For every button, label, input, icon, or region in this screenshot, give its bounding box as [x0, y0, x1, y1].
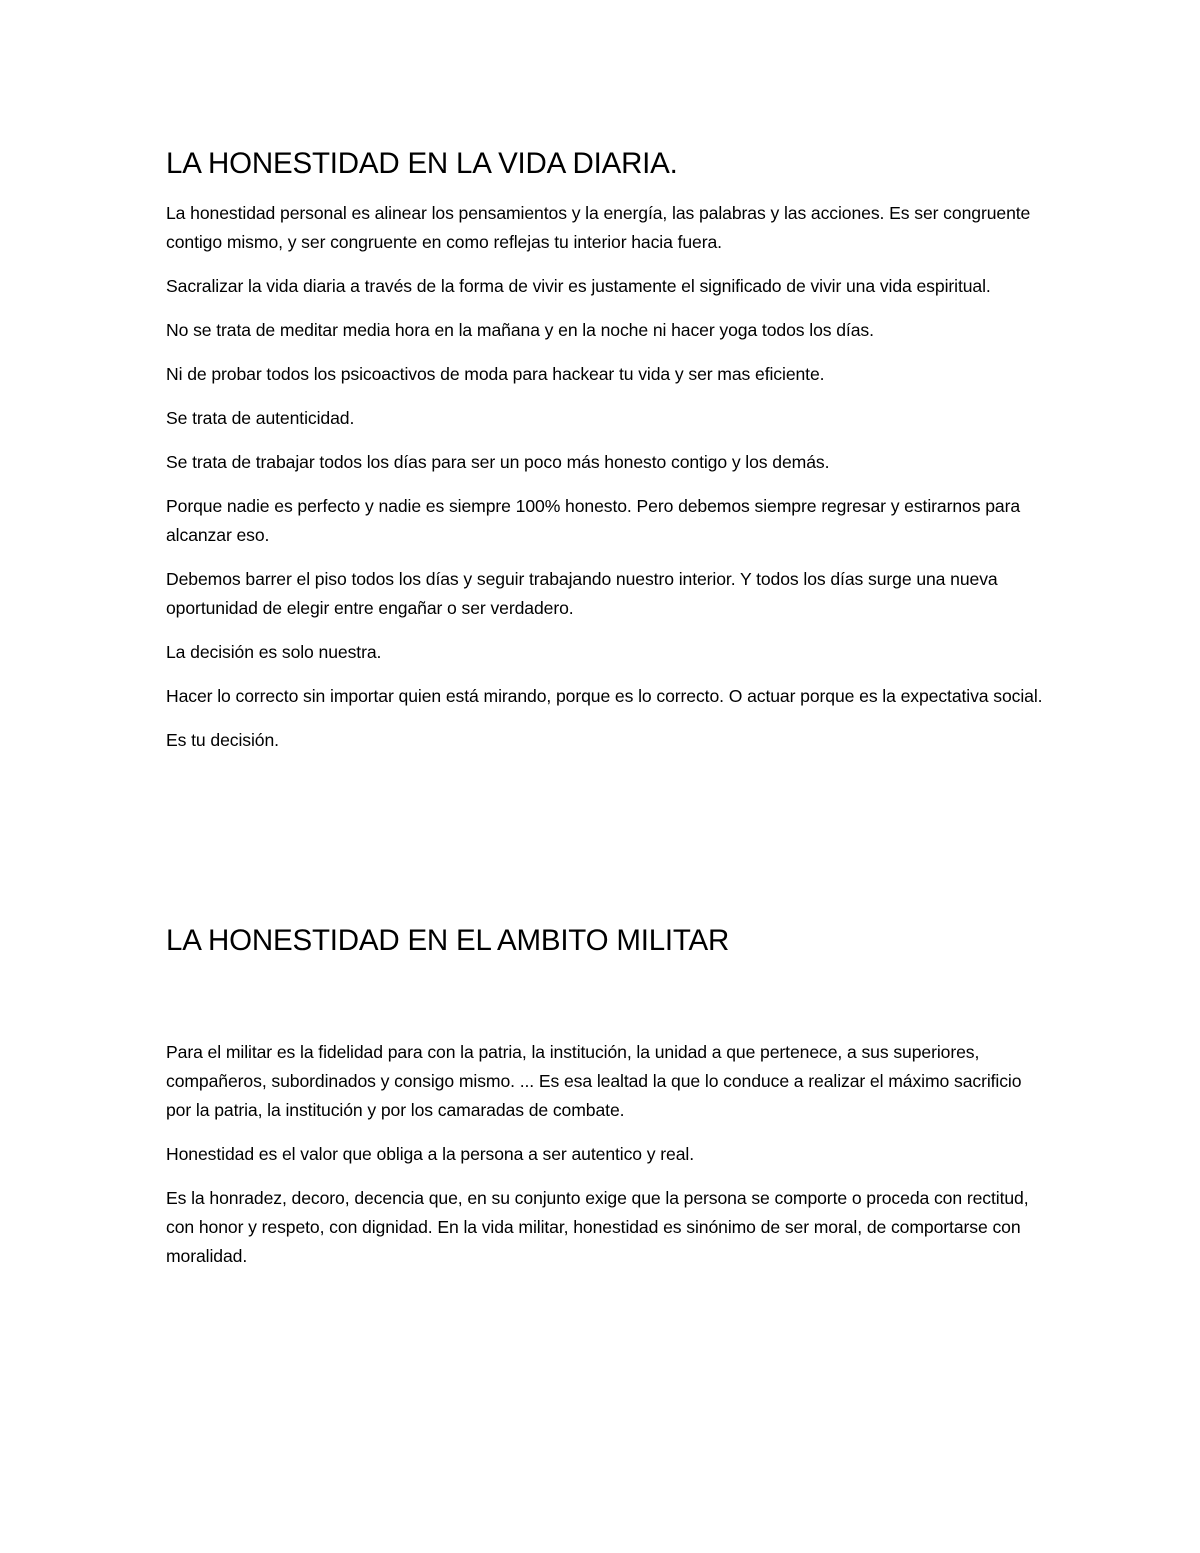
paragraph: Se trata de autenticidad.: [166, 408, 355, 428]
section-vida-diaria: [166, 145, 1046, 770]
section-heading: LA HONESTIDAD EN EL AMBITO MILITAR: [166, 924, 730, 957]
section-heading: LA HONESTIDAD EN LA VIDA DIARIA.: [166, 147, 678, 180]
paragraph: Se trata de trabajar todos los días para ser un poco más honesto contigo y los demás.: [166, 452, 830, 472]
paragraph: La honestidad personal es alinear los pensamientos y la energía, las palabras y las acciones. Es ser congruente contigo mismo, y ser congruente en como reflejas tu interior hacia fuera.: [166, 203, 1031, 252]
paragraph: No se trata de meditar media hora en la mañana y en la noche ni hacer yoga todos los días.: [166, 320, 874, 340]
section-ambito-militar: [166, 922, 1046, 1286]
paragraph: Ni de probar todos los psicoactivos de moda para hackear tu vida y ser mas eficiente.: [166, 364, 825, 384]
paragraph: Porque nadie es perfecto y nadie es siempre 100% honesto. Pero debemos siempre regresar y estirarnos para alcanzar eso.: [166, 496, 1021, 545]
paragraph: Es tu decisión.: [166, 730, 279, 750]
paragraph: Debemos barrer el piso todos los días y seguir trabajando nuestro interior. Y todos los días surge una nueva oportunidad de elegir entre engañar o ser verdadero.: [166, 569, 998, 618]
paragraph: Es la honradez, decoro, decencia que, en su conjunto exige que la persona se comporte o proceda con rectitud, con honor y respeto, con dignidad. En la vida militar, honestidad es sinónimo de ser moral, de comportarse con moralidad.: [166, 1188, 1029, 1266]
paragraph: La decisión es solo nuestra.: [166, 642, 382, 662]
paragraph: Honestidad es el valor que obliga a la persona a ser autentico y real.: [166, 1144, 694, 1164]
paragraph: Para el militar es la fidelidad para con la patria, la institución, la unidad a que pertenece, a sus superiores, compañeros, subordinados y consigo mismo. ... Es esa lealtad la que lo conduce a realizar el máximo sacrificio por la patria, la institución y por los camaradas de combate.: [166, 1042, 1022, 1120]
paragraph: Sacralizar la vida diaria a través de la forma de vivir es justamente el significado de vivir una vida espiritual.: [166, 276, 991, 296]
paragraph: Hacer lo correcto sin importar quien está mirando, porque es lo correcto. O actuar porque es la expectativa social.: [166, 686, 1043, 706]
